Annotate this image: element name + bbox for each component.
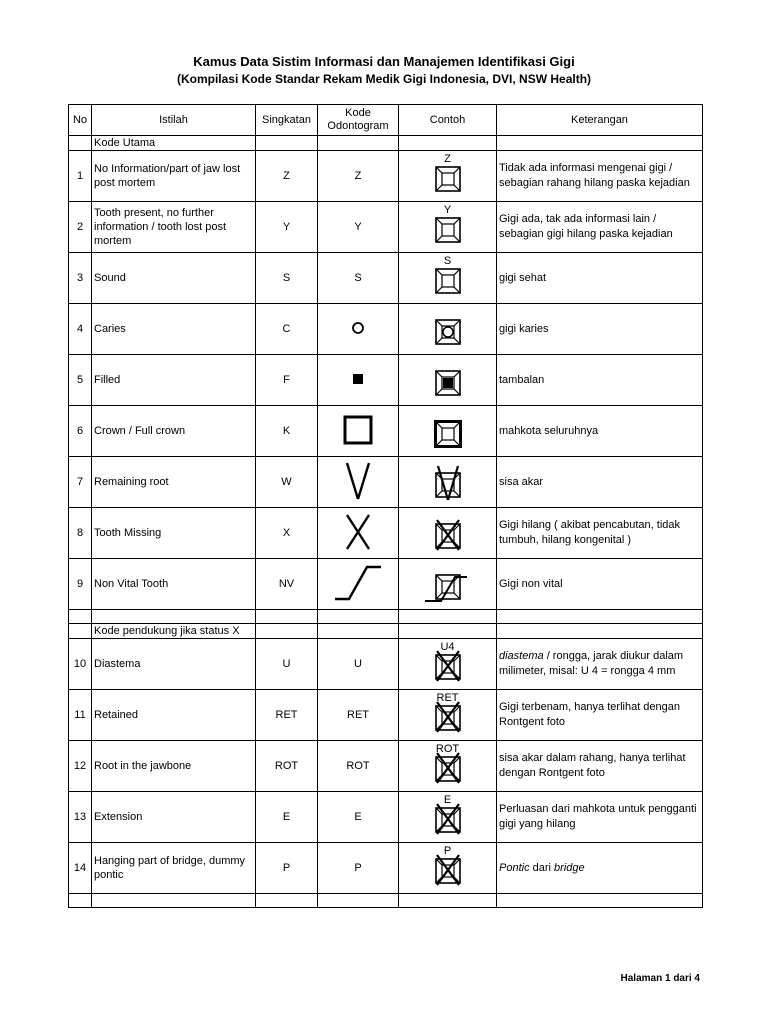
row-contoh bbox=[399, 559, 497, 610]
table-row bbox=[69, 843, 703, 894]
contoh-label: Z bbox=[444, 153, 451, 165]
row-singkatan: ROT bbox=[256, 741, 318, 792]
header-no: No bbox=[69, 105, 92, 136]
row-number: 8 bbox=[69, 508, 92, 559]
table-row bbox=[69, 690, 703, 741]
header-kode-odontogram: Kode Odontogram bbox=[318, 105, 399, 136]
row-singkatan: P bbox=[256, 843, 318, 894]
row-keterangan: gigi sehat bbox=[497, 253, 703, 304]
contoh-label: ROT bbox=[435, 743, 460, 755]
keterangan-italic: Pontic bbox=[499, 861, 530, 874]
row-kode-odontogram bbox=[318, 304, 399, 355]
table-row bbox=[69, 457, 703, 508]
row-number: 2 bbox=[69, 202, 92, 253]
row-contoh bbox=[399, 508, 497, 559]
row-singkatan: W bbox=[256, 457, 318, 508]
circle-icon bbox=[351, 321, 365, 335]
row-keterangan: sisa akar bbox=[497, 457, 703, 508]
row-contoh bbox=[399, 690, 497, 741]
row-keterangan: Gigi terbenam, hanya terlihat dengan Rontgent foto bbox=[497, 690, 703, 741]
row-istilah: Tooth present, no further information / tooth lost post mortem bbox=[92, 202, 256, 253]
missing-tooth-icon bbox=[435, 523, 461, 549]
row-kode-odontogram: S bbox=[318, 253, 399, 304]
row-contoh bbox=[399, 355, 497, 406]
row-singkatan: RET bbox=[256, 690, 318, 741]
row-kode-odontogram: U bbox=[318, 639, 399, 690]
row-keterangan: mahkota seluruhnya bbox=[497, 406, 703, 457]
row-number: 5 bbox=[69, 355, 92, 406]
row-singkatan: C bbox=[256, 304, 318, 355]
contoh-label: Y bbox=[443, 204, 452, 216]
row-keterangan: gigi karies bbox=[497, 304, 703, 355]
header-singkatan: Singkatan bbox=[256, 105, 318, 136]
row-istilah: Root in the jawbone bbox=[92, 741, 256, 792]
row-kode-odontogram bbox=[318, 508, 399, 559]
row-istilah: Retained bbox=[92, 690, 256, 741]
row-istilah: Crown / Full crown bbox=[92, 406, 256, 457]
table-row bbox=[69, 741, 703, 792]
sound-tooth-icon bbox=[435, 268, 461, 294]
row-number: 14 bbox=[69, 843, 92, 894]
row-istilah: Diastema bbox=[92, 639, 256, 690]
header-keterangan: Keterangan bbox=[497, 105, 703, 136]
row-contoh bbox=[399, 202, 497, 253]
row-number: 13 bbox=[69, 792, 92, 843]
spacer-row bbox=[69, 610, 703, 624]
table-row bbox=[69, 253, 703, 304]
row-istilah: Remaining root bbox=[92, 457, 256, 508]
row-contoh bbox=[399, 792, 497, 843]
row-istilah: Caries bbox=[92, 304, 256, 355]
row-singkatan: S bbox=[256, 253, 318, 304]
row-number: 12 bbox=[69, 741, 92, 792]
table-row bbox=[69, 559, 703, 610]
root-jawbone-tooth-icon bbox=[435, 756, 461, 782]
row-singkatan: F bbox=[256, 355, 318, 406]
crown-tooth-icon bbox=[435, 421, 461, 447]
row-istilah: Extension bbox=[92, 792, 256, 843]
row-istilah: Filled bbox=[92, 355, 256, 406]
page-title: Kamus Data Sistim Informasi dan Manajemen Identifikasi Gigi bbox=[193, 54, 575, 69]
code-table bbox=[68, 104, 703, 908]
row-keterangan: sisa akar dalam rahang, hanya terlihat dengan Rontgent foto bbox=[497, 741, 703, 792]
keterangan-text: / rongga, jarak diukur dalam milimeter, misal: U 4 = rongga 4 mm bbox=[499, 650, 684, 677]
page-footer: Halaman 1 dari 4 bbox=[620, 973, 700, 984]
contoh-label: P bbox=[443, 845, 452, 857]
row-kode-odontogram: ROT bbox=[318, 741, 399, 792]
row-singkatan: Y bbox=[256, 202, 318, 253]
table-row bbox=[69, 508, 703, 559]
row-kode-odontogram: P bbox=[318, 843, 399, 894]
crown-square-icon bbox=[343, 415, 373, 445]
table-row bbox=[69, 406, 703, 457]
row-number: 7 bbox=[69, 457, 92, 508]
table-row bbox=[69, 792, 703, 843]
diastema-tooth-icon bbox=[435, 654, 461, 680]
table-row bbox=[69, 639, 703, 690]
v-root-icon bbox=[345, 462, 371, 500]
row-istilah: Non Vital Tooth bbox=[92, 559, 256, 610]
pontic-tooth-icon bbox=[435, 858, 461, 884]
row-contoh bbox=[399, 639, 497, 690]
row-istilah: No Information/part of jaw lost post mortem bbox=[92, 151, 256, 202]
row-number: 9 bbox=[69, 559, 92, 610]
row-keterangan: Gigi non vital bbox=[497, 559, 703, 610]
retained-tooth-icon bbox=[435, 705, 461, 731]
row-number: 10 bbox=[69, 639, 92, 690]
row-contoh bbox=[399, 741, 497, 792]
caries-tooth-icon bbox=[435, 319, 461, 345]
row-keterangan bbox=[497, 843, 703, 894]
row-contoh bbox=[399, 304, 497, 355]
extension-tooth-icon bbox=[435, 807, 461, 833]
root-tooth-icon bbox=[435, 472, 461, 498]
row-kode-odontogram bbox=[318, 457, 399, 508]
row-kode-odontogram: Y bbox=[318, 202, 399, 253]
row-number: 1 bbox=[69, 151, 92, 202]
row-number: 6 bbox=[69, 406, 92, 457]
section-label: Kode pendukung jika status X bbox=[92, 624, 256, 639]
table-row bbox=[69, 355, 703, 406]
row-contoh bbox=[399, 406, 497, 457]
y-tooth-icon bbox=[435, 217, 461, 243]
row-number: 11 bbox=[69, 690, 92, 741]
table-row bbox=[69, 151, 703, 202]
row-kode-odontogram: E bbox=[318, 792, 399, 843]
row-keterangan: Perluasan dari mahkota untuk pengganti gigi yang hilang bbox=[497, 792, 703, 843]
row-contoh bbox=[399, 253, 497, 304]
row-singkatan: NV bbox=[256, 559, 318, 610]
section-label: Kode Utama bbox=[92, 136, 256, 151]
table-row bbox=[69, 202, 703, 253]
contoh-label: RET bbox=[436, 692, 459, 704]
header-istilah: Istilah bbox=[92, 105, 256, 136]
keterangan-italic: diastema bbox=[499, 650, 544, 662]
non-vital-tooth-icon bbox=[435, 574, 461, 600]
page-subtitle: (Kompilasi Kode Standar Rekam Medik Gigi Indonesia, DVI, NSW Health) bbox=[176, 72, 592, 86]
row-istilah: Sound bbox=[92, 253, 256, 304]
row-contoh bbox=[399, 151, 497, 202]
x-missing-icon bbox=[345, 514, 371, 550]
row-kode-odontogram: Z bbox=[318, 151, 399, 202]
row-kode-odontogram: RET bbox=[318, 690, 399, 741]
row-number: 4 bbox=[69, 304, 92, 355]
table-header-row bbox=[69, 105, 703, 136]
row-contoh bbox=[399, 843, 497, 894]
row-singkatan: Z bbox=[256, 151, 318, 202]
spacer-row bbox=[69, 894, 703, 908]
row-istilah: Hanging part of bridge, dummy pontic bbox=[92, 843, 256, 894]
non-vital-line-icon bbox=[335, 565, 381, 601]
keterangan-text: dari bbox=[529, 861, 555, 874]
section-row bbox=[69, 624, 703, 639]
row-number: 3 bbox=[69, 253, 92, 304]
row-singkatan: U bbox=[256, 639, 318, 690]
table-row bbox=[69, 304, 703, 355]
contoh-label: U4 bbox=[440, 641, 455, 653]
row-singkatan: E bbox=[256, 792, 318, 843]
row-kode-odontogram bbox=[318, 406, 399, 457]
row-contoh bbox=[399, 457, 497, 508]
row-keterangan: Gigi hilang ( akibat pencabutan, tidak tumbuh, hilang kongenital ) bbox=[497, 508, 703, 559]
row-keterangan: Tidak ada informasi mengenai gigi / sebagian rahang hilang paska kejadian bbox=[497, 151, 703, 202]
filled-tooth-icon bbox=[435, 370, 461, 396]
z-tooth-icon bbox=[435, 166, 461, 192]
row-keterangan bbox=[497, 639, 703, 690]
row-keterangan: tambalan bbox=[497, 355, 703, 406]
row-kode-odontogram bbox=[318, 355, 399, 406]
contoh-label: S bbox=[443, 255, 452, 267]
header-contoh: Contoh bbox=[399, 105, 497, 136]
row-keterangan: Gigi ada, tak ada informasi lain / sebagian gigi hilang paska kejadian bbox=[497, 202, 703, 253]
row-singkatan: X bbox=[256, 508, 318, 559]
section-row bbox=[69, 136, 703, 151]
contoh-label: E bbox=[443, 794, 452, 806]
row-kode-odontogram bbox=[318, 559, 399, 610]
row-istilah: Tooth Missing bbox=[92, 508, 256, 559]
row-singkatan: K bbox=[256, 406, 318, 457]
keterangan-italic: bridge bbox=[554, 861, 585, 874]
filled-square-icon bbox=[352, 373, 364, 385]
